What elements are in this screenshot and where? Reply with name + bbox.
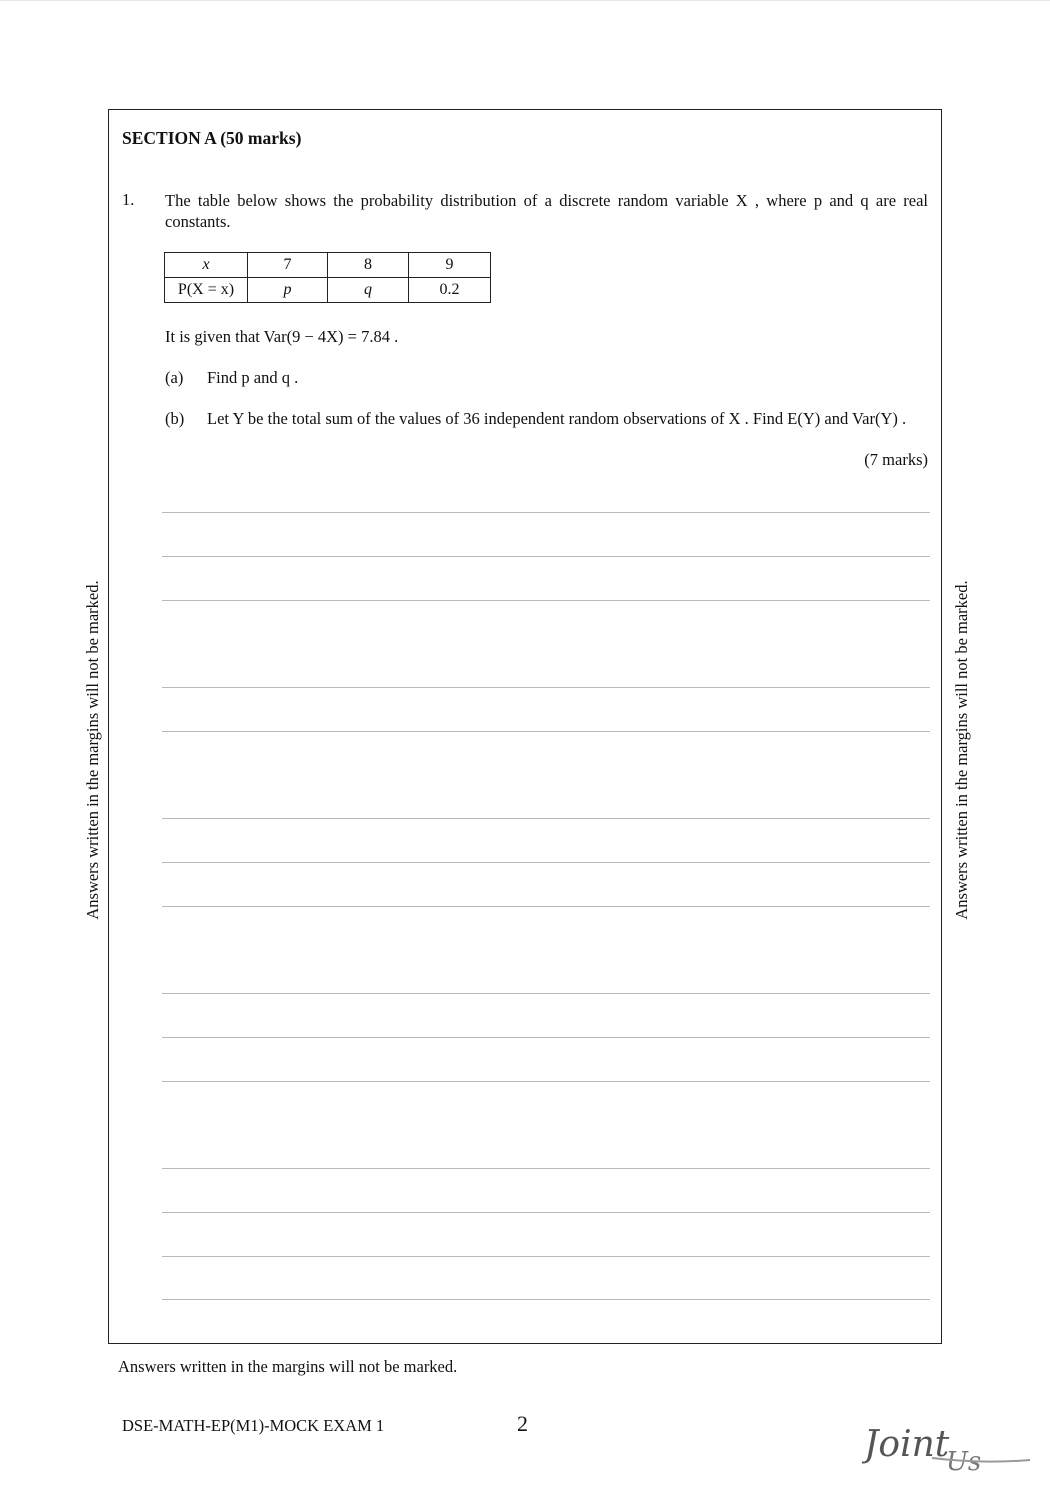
answer-line[interactable] [162, 1037, 930, 1038]
margin-note-left: Answers written in the margins will not be marked. [83, 580, 102, 920]
svg-text:Joint: Joint [864, 1424, 950, 1465]
answer-line[interactable] [162, 731, 930, 732]
question-stem [165, 190, 928, 232]
answer-line[interactable] [162, 818, 930, 819]
exam-code: DSE-MATH-EP(M1)-MOCK EXAM 1 [122, 1416, 385, 1435]
question-number: 1. [122, 190, 135, 209]
margin-note-right: Answers written in the margins will not be marked. [952, 580, 971, 920]
svg-text:Us: Us [946, 1447, 982, 1477]
table-cell: 8 [328, 253, 409, 278]
given-statement: It is given that Var(9 − 4X) = 7.84 . [165, 327, 399, 346]
part-b-text: Let Y be the total sum of the values of 36 independent random observations of X . Find E(Y) and Var(Y) . [207, 409, 907, 428]
marks-label: (7 marks) [864, 450, 928, 469]
top-rule [0, 0, 1050, 1]
table-cell: 0.2 [409, 278, 491, 303]
table-cell: P(X = x) [165, 278, 248, 303]
answer-line[interactable] [162, 1212, 930, 1213]
part-a-text: Find p and q . [207, 368, 299, 387]
part-b-label: (b) [165, 409, 185, 428]
answer-line[interactable] [162, 1168, 930, 1169]
margin-note-bottom: Answers written in the margins will not be marked. [118, 1357, 458, 1376]
answer-line[interactable] [162, 600, 930, 601]
table-cell: 9 [409, 253, 491, 278]
answer-line[interactable] [162, 993, 930, 994]
answer-line[interactable] [162, 556, 930, 557]
answer-line[interactable] [162, 1081, 930, 1082]
probability-table [164, 252, 491, 303]
table-row [165, 278, 491, 303]
page-number: 2 [517, 1411, 528, 1436]
question-stem-text: The table below shows the probability distribution of a discrete random variable X , where p and q are real constants. [165, 191, 928, 231]
table-cell: p [248, 278, 328, 303]
answer-line[interactable] [162, 512, 930, 513]
table-cell: x [165, 253, 248, 278]
answer-line[interactable] [162, 862, 930, 863]
answer-line[interactable] [162, 906, 930, 907]
answer-line[interactable] [162, 687, 930, 688]
jointus-logo [862, 1418, 1032, 1478]
part-a-label: (a) [165, 368, 184, 387]
section-title: SECTION A (50 marks) [122, 128, 302, 148]
table-cell: 7 [248, 253, 328, 278]
table-row [165, 253, 491, 278]
answer-line[interactable] [162, 1299, 930, 1300]
answer-line[interactable] [162, 1256, 930, 1257]
table-cell: q [328, 278, 409, 303]
